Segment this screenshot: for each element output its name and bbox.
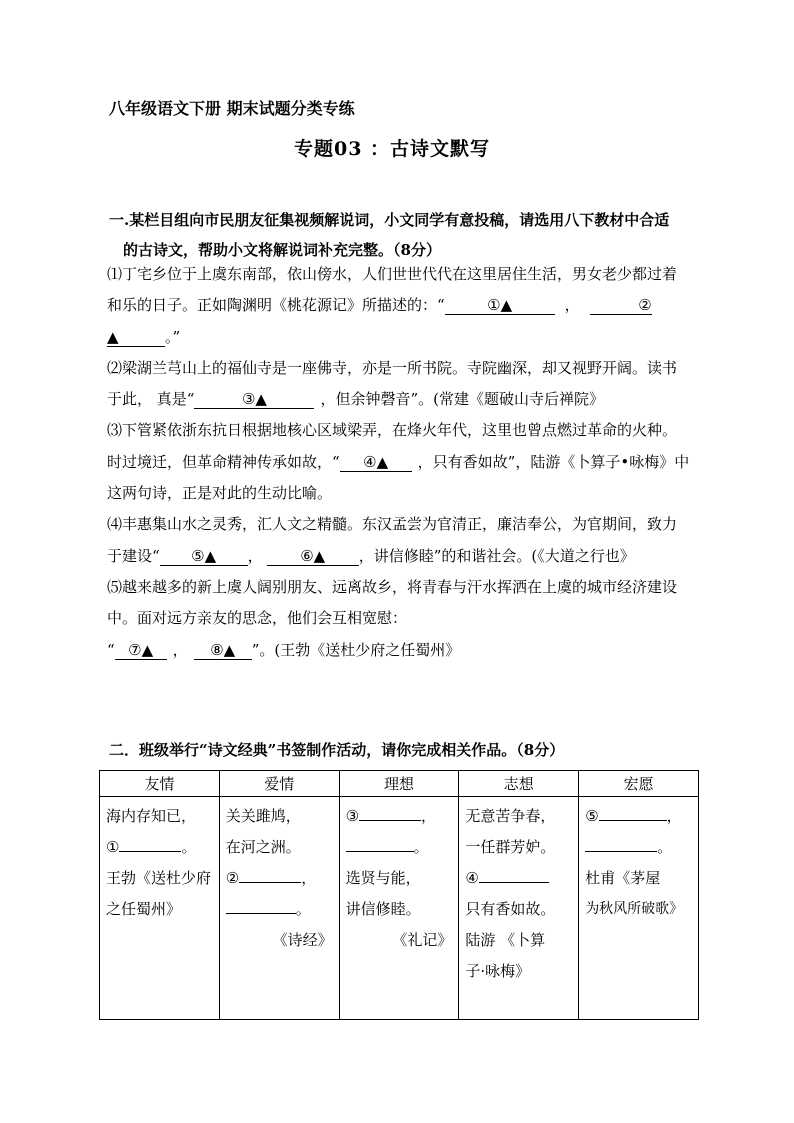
blank-underline (226, 899, 296, 914)
bookmark-cell-ambition (459, 797, 579, 1020)
blank-underline (346, 837, 414, 852)
separator: ， (564, 296, 580, 315)
blank-number: ① (106, 838, 120, 856)
fill-blank-3[interactable]: ③▲ (194, 390, 314, 409)
source-line: 子·咏梅》 (465, 962, 531, 980)
blank-underline (119, 837, 181, 852)
fill-blank-2-start[interactable]: ② (590, 296, 652, 315)
source-line: 杜甫《茅屋 (585, 869, 661, 887)
verse-blank-line[interactable] (226, 863, 333, 894)
source-line: 《礼记》 (392, 931, 453, 949)
blank-underline (599, 806, 667, 821)
verse-blank-line[interactable] (585, 801, 692, 832)
blank-underline (585, 837, 657, 852)
blank-underline (239, 868, 301, 883)
blank-underline (359, 806, 421, 821)
punctuation: 。 (181, 838, 197, 856)
blank-underline (479, 868, 549, 883)
verse-line: 一任群芳妒。 (465, 838, 556, 856)
paragraph-3-line: ⑶下管紧依浙东抗日根据地核心区域梁弄，在烽火年代，这里也曾点燃过革命的火种。 (107, 421, 678, 440)
paragraph-text: 于建设“ (107, 546, 160, 565)
verse-blank-line[interactable] (465, 863, 572, 894)
separator: ， (172, 640, 188, 659)
punctuation: ， (666, 807, 682, 825)
punctuation: ， (301, 869, 317, 887)
fill-blank-2-end[interactable]: ▲ (107, 328, 165, 347)
table-row (100, 797, 699, 1020)
paragraph-text: “ (107, 640, 115, 659)
page-title (0, 134, 794, 161)
bookmark-table (99, 770, 699, 1020)
source-line: 王勃《送杜少府 (106, 869, 212, 887)
paragraph-1-line: ⑴丁宅乡位于上虞东南部，依山傍水，人们世世代代在这里居住生活，男女老少都过着 (107, 265, 678, 283)
blank-number: ② (225, 869, 240, 887)
source-line: 之任蜀州》 (106, 900, 182, 918)
paragraph-1-line (107, 290, 712, 321)
blank-number: ④ (465, 869, 479, 887)
question-1-heading (109, 205, 699, 265)
paragraph-4-line: ⑷丰惠集山水之灵秀，汇人文之精髓。东汉孟尝为官清正，廉洁奉公，为官期间，致力 (107, 515, 678, 534)
column-header-aspiration: 宏愿 (579, 771, 699, 797)
paragraph-text: ，只有香如故”，陆游《卜算子•咏梅》中 (417, 452, 690, 471)
verse-blank-line[interactable] (585, 832, 692, 863)
verse-blank-line[interactable] (346, 801, 453, 832)
blank-number: ⑤ (585, 807, 599, 825)
bookmark-cell-love (219, 797, 339, 1020)
paragraph-text: 时过境迁，但革命精神传承如故，“ (107, 452, 340, 471)
paragraph-5-line: ⑸越来越多的新上虞人阔别朋友、远离故乡，将青春与汗水挥洒在上虞的城市经济建设 (107, 577, 678, 596)
fill-blank-6[interactable]: ⑥▲ (267, 547, 359, 566)
paragraph-4-line (107, 541, 712, 572)
question-2-heading: 二．班级举行“诗文经典”书签制作活动，请你完成相关作品。（8分） (109, 741, 565, 759)
column-header-friendship: 友情 (100, 771, 220, 797)
separator: ， (247, 546, 263, 565)
paragraph-3-line (107, 447, 712, 478)
punctuation: ， (421, 807, 437, 825)
verse-line: 讲信修睦。 (345, 900, 421, 918)
paragraph-text: 和乐的日子。正如陶渊明《桃花源记》所描述的：“ (107, 296, 445, 315)
paragraph-text: ，讲信修睦”的和谐社会。(《大道之行也》 (358, 546, 635, 565)
bookmark-cell-aspiration (579, 797, 699, 1020)
paragraph-text: 于此， 真是“ (107, 390, 195, 409)
document-header: 八年级语文下册 期末试题分类专练 (109, 99, 355, 118)
paragraph-text: ”。(王勃《送杜少府之任蜀州》 (251, 640, 461, 659)
verse-line: 关关雎鸠， (225, 807, 301, 825)
page-title-text: 专题03 ：古诗文默写 (293, 138, 491, 160)
source-line: 《诗经》 (272, 931, 333, 949)
fill-blank-4[interactable]: ④▲ (340, 453, 412, 472)
verse-blank-line[interactable] (226, 894, 333, 925)
verse-line: 在河之洲。 (225, 838, 301, 856)
punctuation: 。 (657, 838, 673, 856)
column-header-ideal: 理想 (339, 771, 459, 797)
paragraph-5-line (107, 635, 712, 666)
verse-blank-line[interactable] (106, 832, 213, 863)
blank-number: ③ (345, 807, 360, 825)
paragraph-2-line (107, 384, 712, 415)
verse-line: 海内存知已， (106, 807, 197, 825)
paragraph-text: 。” (165, 327, 181, 346)
paragraph-5-line: 中。面对远方亲友的思念，他们会互相宽慰： (107, 609, 408, 628)
verse-line: 无意苦争春， (465, 807, 556, 825)
paragraph-2-line: ⑵梁湖兰芎山上的福仙寺是一座佛寺，亦是一所书院。寺院幽深，却又视野开阔。读书 (107, 358, 678, 377)
question-1-heading-line: 的古诗文，帮助小文将解说词补充完整。（8分） (123, 241, 441, 259)
source-line: 为秋风所破歌》 (585, 901, 684, 917)
paragraph-1-line (107, 322, 712, 353)
source-line: 陆游 《卜算 (465, 931, 546, 949)
verse-blank-line[interactable] (346, 832, 453, 863)
verse-line: 只有香如故。 (465, 900, 556, 918)
punctuation: 。 (413, 838, 429, 856)
paragraph-text: ，但余钟磬音”。(常建《题破山寺后禅院》 (320, 390, 604, 409)
fill-blank-7[interactable]: ⑦▲ (115, 641, 167, 660)
question-1-body (107, 259, 712, 666)
punctuation: 。 (295, 900, 311, 918)
verse-line: 选贤与能， (345, 869, 421, 887)
fill-blank-5[interactable]: ⑤▲ (160, 547, 248, 566)
fill-blank-1[interactable]: ①▲ (445, 296, 555, 315)
column-header-love: 爱情 (219, 771, 339, 797)
paragraph-3-line: 这两句诗，正是对此的生动比喻。 (107, 484, 333, 503)
bookmark-cell-friendship (100, 797, 220, 1020)
column-header-ambition: 志想 (459, 771, 579, 797)
fill-blank-8[interactable]: ⑧▲ (194, 641, 252, 660)
question-1-heading-line: 一.某栏目组向市民朋友征集视频解说词，小文同学有意投稿，请选用八下教材中合适 (109, 211, 670, 229)
bookmark-cell-ideal (339, 797, 459, 1020)
table-header-row (100, 771, 699, 797)
